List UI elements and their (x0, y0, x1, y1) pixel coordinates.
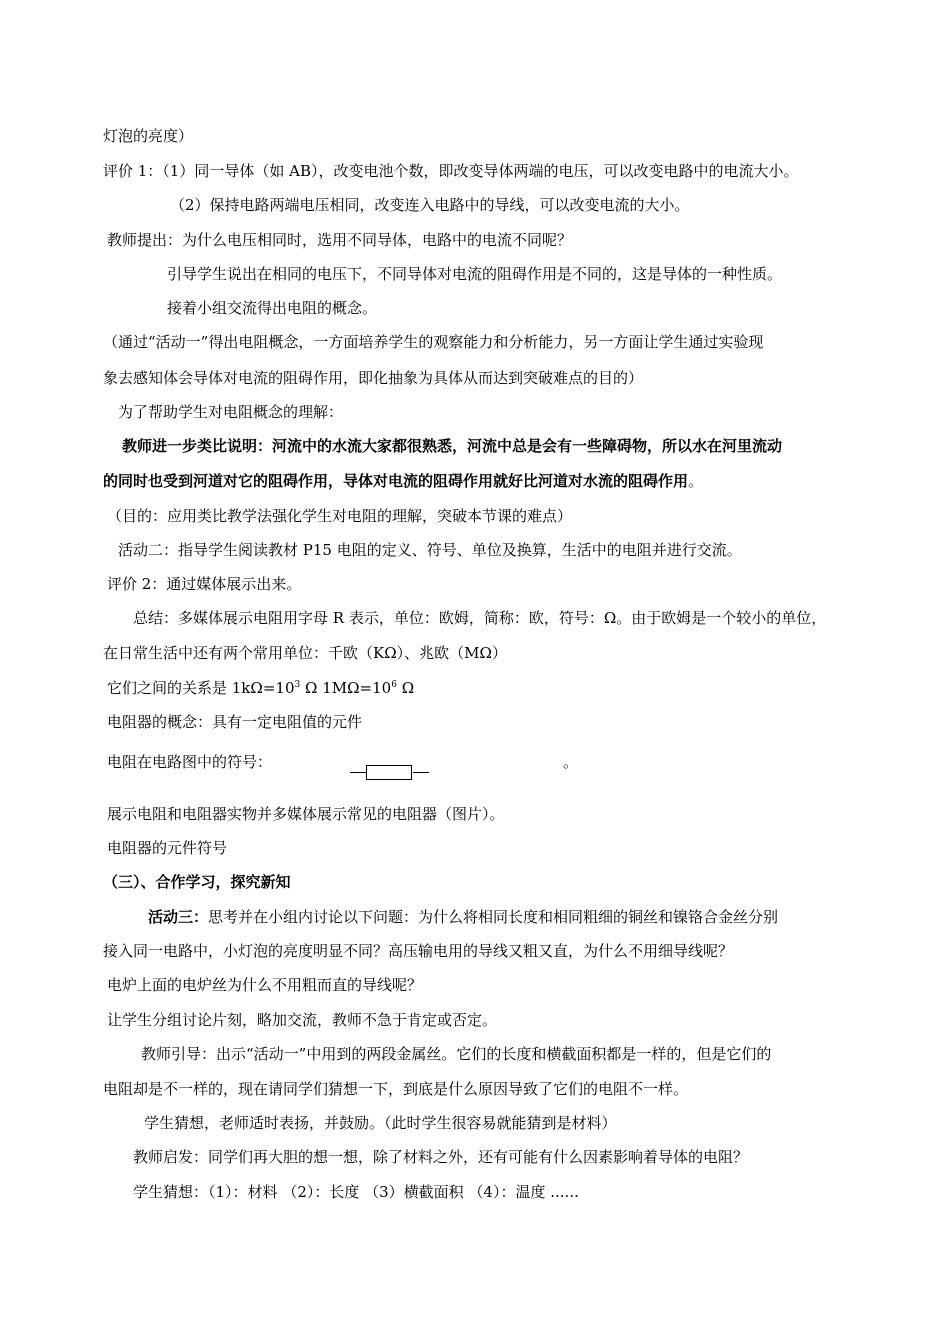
text-line: 在日常生活中还有两个常用单位：千欧（KΩ）、兆欧（MΩ） (103, 644, 507, 662)
text-line: 接入同一电路中，小灯泡的亮度明显不同？高压输电用的导线又粗又直，为什么不用细导线呢？ (103, 942, 734, 960)
text-line: 评价 1：（1）同一导体（如 AB），改变电池个数，即改变导体两端的电压，可以改变电路中的电流大小。 (103, 162, 799, 180)
exponent-3: 3 (294, 680, 301, 690)
text-line: 接着小组交流得出电阻的概念。 (167, 299, 378, 317)
bold-span: 的同时也受到河道对它的阻碍作用，导体对电流的阻碍作用就好比河道对水流的阻碍作用 (103, 472, 689, 490)
text-line: 电炉上面的电炉丝为什么不用粗而直的导线呢？ (107, 976, 423, 994)
text-line-mixed (148, 907, 778, 927)
text-line: 展示电阻和电阻器实物并多媒体展示常见的电阻器（图片）。 (107, 805, 505, 823)
text-line: 让学生分组讨论片刻，略加交流，教师不急于肯定或否定。 (107, 1011, 498, 1029)
resistor-lead-right (413, 772, 429, 773)
text-line: 教师引导：出示“活动一”中用到的两段金属丝。它们的长度和横截面积都是一样的，但是它们的 (141, 1045, 772, 1063)
text-line-bold: 教师进一步类比说明：河流中的水流大家都很熟悉，河流中总是会有一些障碍物，所以水在河里流动 (122, 437, 783, 455)
text-line: 活动二：指导学生阅读教材 P15 电阻的定义、符号、单位及换算，生活中的电阻并进行交流。 (118, 541, 742, 559)
period: 。 (563, 753, 579, 771)
text-line: 象去感知体会导体对电流的阻碍作用，即化抽象为具体从而达到突破难点的目的） (103, 369, 644, 387)
resistor-body (366, 765, 412, 780)
text-line: （通过“活动一”得出电阻概念，一方面培养学生的观察能力和分析能力，另一方面让学生通过实验现 (103, 333, 764, 351)
text-line: 总结：多媒体展示电阻用字母 R 表示，单位：欧姆，简称：欧，符号：Ω。由于欧姆是一个较小的单位， (133, 609, 827, 627)
unit-relation-line (107, 678, 414, 698)
text-line: 电阻在电路图中的符号： (107, 753, 273, 771)
text-line: 灯泡的亮度） (103, 127, 194, 145)
resistor-symbol-icon (350, 764, 430, 782)
relation-text-a: 它们之间的关系是 1kΩ=10 (107, 679, 295, 697)
text-line: 教师提出：为什么电压相同时，选用不同导体，电路中的电流不同呢？ (107, 231, 573, 249)
text-line-mixed (103, 471, 703, 491)
text-line: 电阻却是不一样的，现在请同学们猜想一下，到底是什么原因导致了它们的电阻不一样。 (103, 1080, 689, 1098)
text-line: 引导学生说出在相同的电压下，不同导体对电流的阻碍作用是不同的，这是导体的一种性质。 (167, 265, 783, 283)
activity-text: 思考并在小组内讨论以下问题：为什么将相同长度和相同粗细的铜丝和镍铬合金丝分别 (208, 908, 779, 926)
relation-text-c: Ω (396, 679, 415, 697)
relation-text-b: Ω 1MΩ=10 (300, 679, 392, 697)
text-line: （目的：应用类比教学法强化学生对电阻的理解，突破本节课的难点） (107, 507, 573, 525)
text-line: 学生猜想：（1）：材料 （2）：长度 （3）横截面积 （4）：温度 ...... (133, 1183, 579, 1201)
resistor-lead-left (350, 772, 366, 773)
text-line: 为了帮助学生对电阻概念的理解： (118, 403, 344, 421)
activity-label: 活动三： (148, 908, 209, 926)
section-heading: （三）、合作学习，探究新知 (103, 873, 291, 891)
text-line: 评价 2：通过媒体展示出来。 (107, 575, 302, 593)
text-line: 教师启发：同学们再大胆的想一想，除了材料之外，还有可能有什么因素影响着导体的电阻？ (133, 1148, 749, 1166)
period: 。 (688, 472, 704, 490)
exponent-6: 6 (391, 680, 397, 690)
text-line: （2）保持电路两端电压相同，改变连入电路中的导线，可以改变电流的大小。 (170, 196, 690, 214)
text-line: 电阻器的元件符号 (107, 839, 228, 857)
text-line: 学生猜想，老师适时表扬，并鼓励。（此时学生很容易就能猜到是材料） (144, 1114, 617, 1132)
text-line: 电阻器的概念：具有一定电阻值的元件 (107, 713, 363, 731)
